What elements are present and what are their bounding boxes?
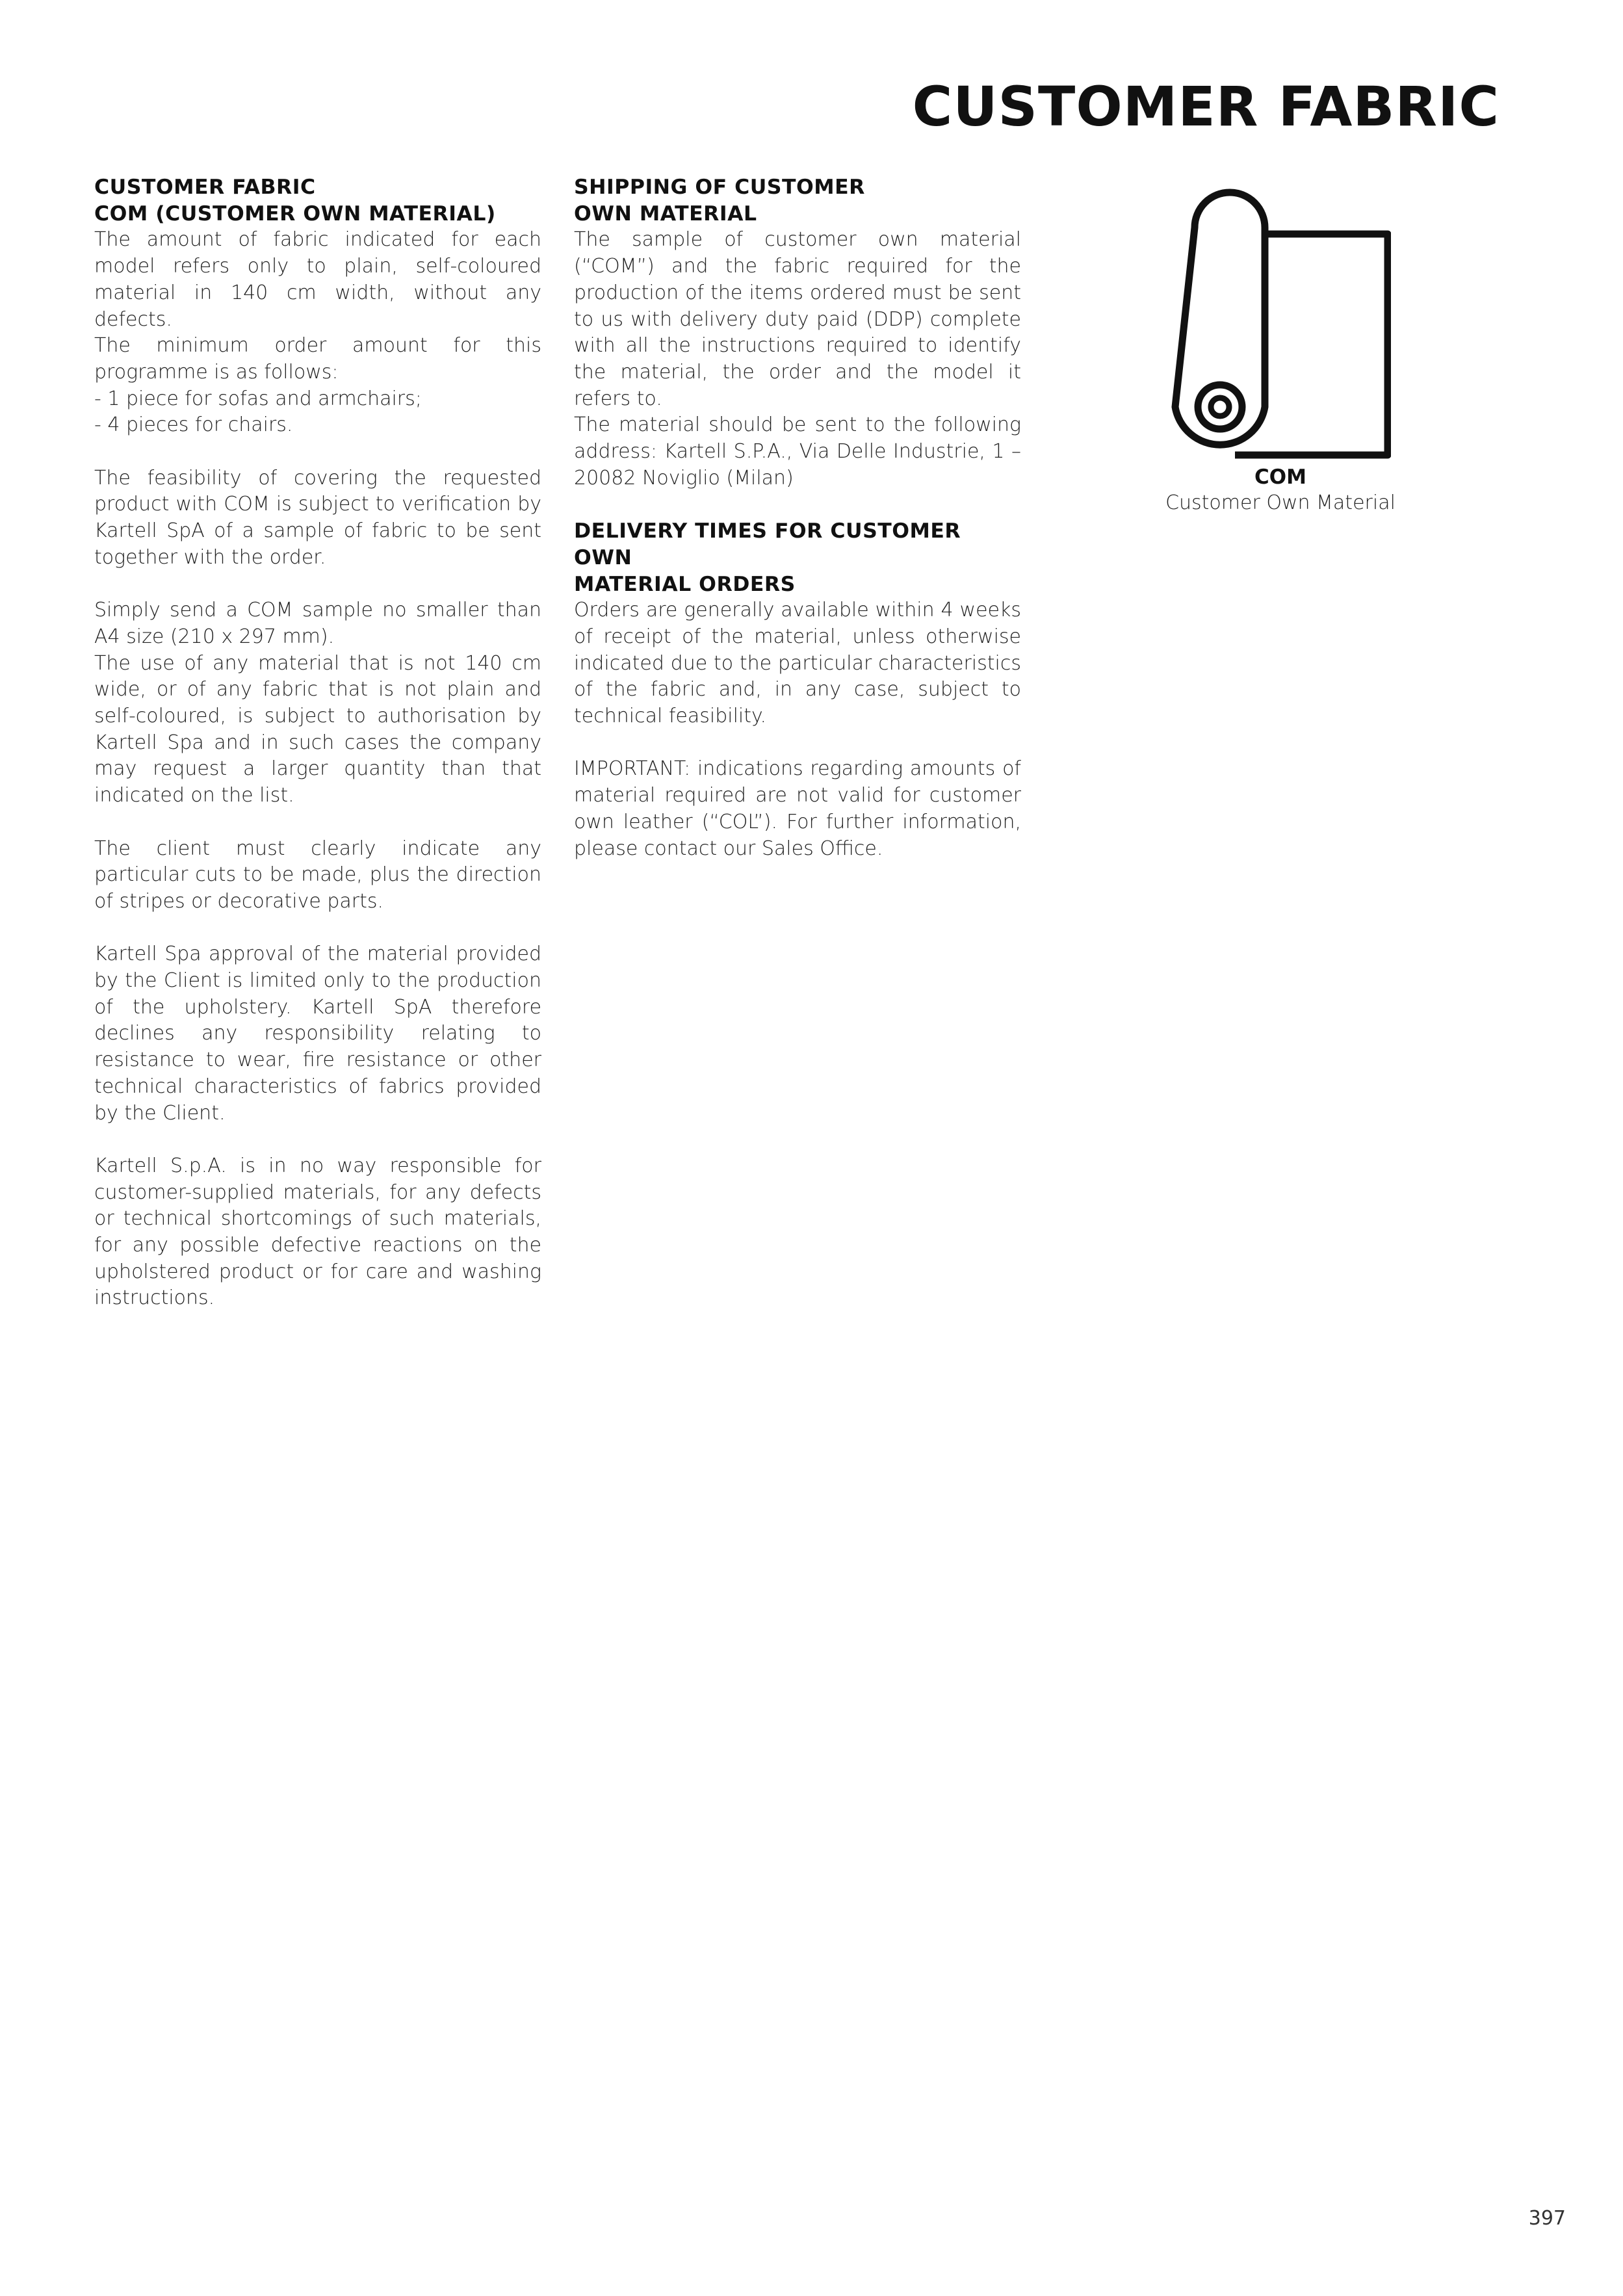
authorisation-paragraph: The use of any material that is not 140 cm wide, or of any fabric that is not plain and self-coloured, is subject to authorisation by Kartell Spa and in such cases the company may request a larger quantity than that indicated on the list. [94, 651, 541, 807]
middle-column [574, 174, 1021, 862]
important-paragraph: IMPORTANT: indications regarding amounts of material required are not valid for customer own leather (“COL”). For further information, please contact our Sales Office. [574, 757, 1021, 860]
liability-paragraph: Kartell S.p.A. is in no way responsible for customer-supplied materials, for any defects or technical shortcomings of such materials, for any possible defective reactions on the upholstered product or for care and washing instructions. [94, 1154, 541, 1310]
fabric-roll-icon [1170, 174, 1391, 460]
shipping-heading [574, 174, 1021, 227]
com-caption: Customer Own Material [1165, 491, 1396, 514]
intro-paragraph: The amount of fabric indicated for each model refers only to plain, self-coloured material in 140 cm width, without any defects. [94, 228, 541, 331]
address-paragraph: The material should be sent to the following address: Kartell S.P.A., Via Delle Industrie, 1 – 20082 Noviglio (Milan) [574, 413, 1021, 489]
sample-size-paragraph: Simply send a COM sample no smaller than A4 size (210 x 297 mm). [94, 599, 541, 648]
minimum-order-item: - 1 piece for sofas and armchairs; [94, 387, 422, 410]
delivery-heading [574, 518, 1021, 597]
delivery-paragraph: Orders are generally available within 4 weeks of receipt of the material, unless otherwise indicated due to the particular characteristics of the fabric and, in any case, subject to technical feasibility. [574, 599, 1021, 728]
page-title: CUSTOMER FABRIC [912, 75, 1500, 138]
minimum-order-intro: The minimum order amount for this programme is as follows: [94, 334, 541, 384]
cuts-paragraph: The client must clearly indicate any particular cuts to be made, plus the direction of stripes or decorative parts. [94, 837, 541, 913]
minimum-order-item: - 4 pieces for chairs. [94, 413, 293, 437]
shipping-heading-line1: SHIPPING OF CUSTOMER [574, 176, 865, 199]
shipping-paragraph: The sample of customer own material (“COM”) and the fabric required for the production of the items ordered must be sent to us with delivery duty paid (DDP) complete with all the instructions required to identify the material, the order and the model it refers to. [574, 228, 1021, 410]
delivery-heading-line1: DELIVERY TIMES FOR CUSTOMER OWN [574, 519, 961, 569]
com-icon-block [1150, 174, 1410, 516]
com-heading [94, 174, 541, 227]
approval-paragraph: Kartell Spa approval of the material provided by the Client is limited only to the production of the upholstery. Kartell SpA therefore declines any responsibility relating to resistance to wear, fire resistance or other technical characteristics of fabrics provided by the Client. [94, 943, 541, 1125]
shipping-heading-line2: OWN MATERIAL [574, 202, 757, 226]
delivery-heading-line2: MATERIAL ORDERS [574, 572, 796, 596]
feasibility-paragraph: The feasibility of covering the requested product with COM is subject to verification by Kartell SpA of a sample of fabric to be sent together with the order. [94, 466, 541, 569]
page-number: 397 [1528, 2207, 1566, 2230]
com-heading-line1: CUSTOMER FABRIC [94, 176, 316, 199]
left-column [94, 174, 541, 1312]
com-heading-line2: COM (CUSTOMER OWN MATERIAL) [94, 202, 496, 226]
com-label: COM [1254, 465, 1306, 489]
